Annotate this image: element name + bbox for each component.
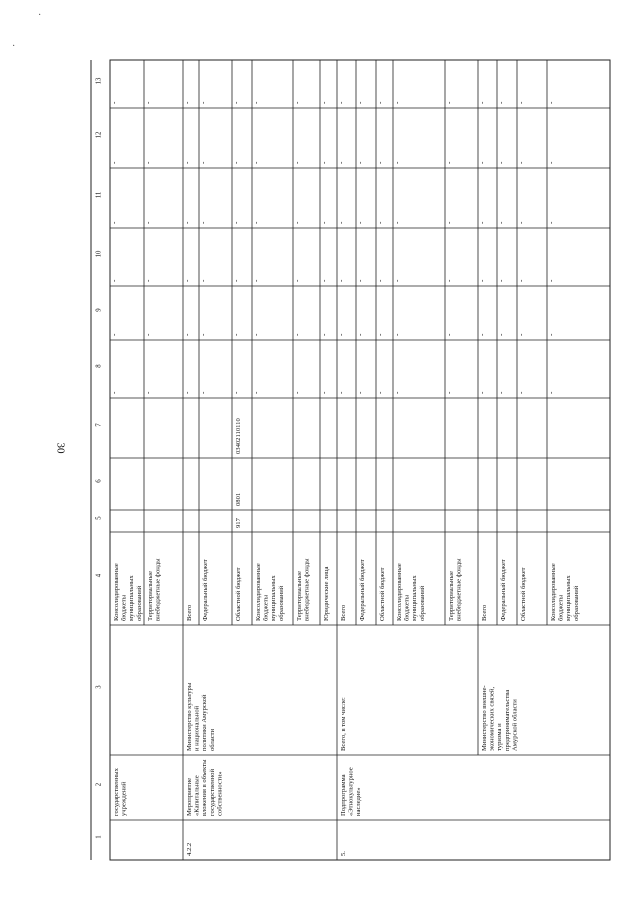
column-header-13: 13	[95, 77, 103, 85]
empty-value-dash: -	[252, 333, 260, 336]
empty-value-dash: -	[393, 333, 401, 336]
item-name: собственности»	[216, 771, 224, 816]
executor: предпринимательства	[503, 689, 511, 751]
funding-source: Территориальные	[448, 571, 455, 621]
empty-value-dash: -	[445, 221, 453, 224]
item-name: «Этнокультурное	[347, 767, 355, 816]
empty-value-dash: -	[356, 279, 364, 282]
scan-speck: ·	[12, 41, 16, 52]
funding-source: муниципальных	[411, 575, 419, 621]
empty-value-dash: -	[199, 161, 207, 164]
scan-speck: ·	[38, 10, 42, 21]
funding-source: Всего	[340, 604, 347, 621]
empty-value-dash: -	[393, 221, 401, 224]
empty-value-dash: -	[445, 161, 453, 164]
empty-value-dash: -	[376, 161, 384, 164]
page-number: 30	[54, 442, 67, 454]
empty-value-dash: -	[445, 279, 453, 282]
empty-value-dash: -	[393, 161, 401, 164]
funding-source: Юридические лица	[323, 566, 330, 621]
empty-value-dash: -	[497, 279, 505, 282]
empty-value-dash: -	[356, 333, 364, 336]
empty-value-dash: -	[517, 101, 525, 104]
empty-value-dash: -	[393, 101, 401, 104]
empty-value-dash: -	[232, 101, 240, 104]
funding-source: Федеральный бюджет	[500, 559, 507, 621]
empty-value-dash: -	[547, 221, 555, 224]
empty-value-dash: -	[337, 333, 345, 336]
empty-value-dash: -	[497, 101, 505, 104]
empty-value-dash: -	[144, 333, 152, 336]
empty-value-dash: -	[110, 101, 118, 104]
empty-value-dash: -	[232, 333, 240, 336]
empty-value-dash: -	[252, 161, 260, 164]
empty-value-dash: -	[252, 391, 260, 394]
empty-value-dash: -	[183, 279, 191, 282]
empty-value-dash: -	[110, 221, 118, 224]
empty-value-dash: -	[320, 279, 328, 282]
funding-source: муниципальных	[565, 575, 573, 621]
funding-source: муниципальных	[128, 575, 136, 621]
funding-source: Территориальные	[296, 571, 303, 621]
column-header-5: 5	[95, 516, 103, 520]
empty-value-dash: -	[337, 101, 345, 104]
item-name: Подпрограмма	[340, 774, 347, 816]
column-header-12: 12	[95, 131, 103, 139]
executor: экономических связей,	[488, 686, 496, 751]
empty-value-dash: -	[517, 391, 525, 394]
budget-code-c7: 03402110110	[235, 418, 242, 454]
empty-value-dash: -	[376, 101, 384, 104]
item-name: государственных	[113, 768, 120, 816]
empty-value-dash: -	[376, 391, 384, 394]
empty-value-dash: -	[320, 221, 328, 224]
funding-source: бюджеты	[262, 594, 270, 621]
empty-value-dash: -	[110, 279, 118, 282]
funding-source: Областной бюджет	[520, 567, 527, 621]
empty-value-dash: -	[293, 279, 301, 282]
empty-value-dash: -	[199, 333, 207, 336]
empty-value-dash: -	[199, 391, 207, 394]
column-header-10: 10	[95, 250, 103, 258]
empty-value-dash: -	[497, 333, 505, 336]
empty-value-dash: -	[293, 333, 301, 336]
empty-value-dash: -	[199, 221, 207, 224]
empty-value-dash: -	[547, 333, 555, 336]
funding-source: Консолидированные	[255, 563, 262, 621]
empty-value-dash: -	[252, 101, 260, 104]
empty-value-dash: -	[183, 101, 191, 104]
table-body	[91, 60, 610, 860]
empty-value-dash: -	[478, 333, 486, 336]
empty-value-dash: -	[144, 221, 152, 224]
empty-value-dash: -	[252, 279, 260, 282]
empty-value-dash: -	[547, 391, 555, 394]
column-header-6: 6	[95, 479, 103, 483]
empty-value-dash: -	[376, 333, 384, 336]
item-name: наследие»	[355, 787, 363, 816]
empty-value-dash: -	[497, 391, 505, 394]
empty-value-dash: -	[110, 391, 118, 394]
funding-source: образований	[277, 585, 285, 621]
empty-value-dash: -	[337, 161, 345, 164]
empty-value-dash: -	[478, 279, 486, 282]
empty-value-dash: -	[337, 279, 345, 282]
funding-source: внебюджетные фонды	[303, 558, 311, 621]
column-header-2: 2	[95, 782, 103, 787]
item-name: учреждений	[120, 781, 128, 816]
empty-value-dash: -	[293, 221, 301, 224]
funding-source: Федеральный бюджет	[202, 559, 209, 621]
empty-value-dash: -	[183, 391, 191, 394]
empty-value-dash: -	[293, 391, 301, 394]
empty-value-dash: -	[110, 333, 118, 336]
empty-value-dash: -	[252, 221, 260, 224]
column-header-4: 4	[95, 573, 103, 578]
empty-value-dash: -	[232, 161, 240, 164]
funding-source: Областной бюджет	[379, 567, 386, 621]
funding-source: муниципальных	[270, 575, 278, 621]
empty-value-dash: -	[293, 101, 301, 104]
empty-value-dash: -	[144, 101, 152, 104]
budget-code-c6: 0801	[235, 492, 242, 506]
empty-value-dash: -	[547, 101, 555, 104]
empty-value-dash: -	[320, 161, 328, 164]
empty-value-dash: -	[232, 221, 240, 224]
empty-value-dash: -	[478, 391, 486, 394]
funding-source: образований	[135, 585, 143, 621]
funding-source: бюджеты	[403, 594, 411, 621]
empty-value-dash: -	[356, 101, 364, 104]
empty-value-dash: -	[199, 101, 207, 104]
funding-source: Всего	[186, 604, 193, 621]
empty-value-dash: -	[517, 279, 525, 282]
empty-value-dash: -	[183, 221, 191, 224]
item-name: «Капитальные	[193, 775, 201, 816]
empty-value-dash: -	[517, 221, 525, 224]
empty-value-dash: -	[517, 161, 525, 164]
empty-value-dash: -	[144, 391, 152, 394]
item-name: Мероприятие	[186, 777, 193, 816]
empty-value-dash: -	[478, 161, 486, 164]
empty-value-dash: -	[320, 333, 328, 336]
empty-value-dash: -	[320, 391, 328, 394]
column-header-3: 3	[95, 685, 103, 689]
funding-source: Территориальные	[147, 571, 154, 621]
empty-value-dash: -	[445, 101, 453, 104]
column-header-11: 11	[95, 191, 103, 199]
empty-value-dash: -	[497, 161, 505, 164]
funding-source: образований	[418, 585, 426, 621]
empty-value-dash: -	[478, 221, 486, 224]
empty-value-dash: -	[144, 279, 152, 282]
empty-value-dash: -	[393, 279, 401, 282]
empty-value-dash: -	[376, 221, 384, 224]
empty-value-dash: -	[337, 391, 345, 394]
empty-value-dash: -	[232, 391, 240, 394]
empty-value-dash: -	[337, 221, 345, 224]
column-header-9: 9	[95, 308, 103, 312]
funding-source: Консолидированные	[550, 563, 557, 621]
item-name: государственной	[208, 769, 216, 816]
empty-value-dash: -	[497, 221, 505, 224]
funding-source: внебюджетные фонды	[455, 558, 463, 621]
empty-value-dash: -	[199, 279, 207, 282]
funding-source: бюджеты	[557, 594, 565, 621]
column-header-1: 1	[95, 835, 103, 839]
executor: туризма и	[496, 723, 504, 751]
empty-value-dash: -	[356, 161, 364, 164]
funding-source: образований	[572, 585, 580, 621]
empty-value-dash: -	[356, 391, 364, 394]
executor: Министерство культуры	[186, 682, 193, 751]
funding-source: Областной бюджет	[235, 567, 242, 621]
funding-source: Консолидированные	[113, 563, 120, 621]
column-header-8: 8	[95, 364, 103, 368]
empty-value-dash: -	[110, 161, 118, 164]
empty-value-dash: -	[320, 101, 328, 104]
empty-value-dash: -	[478, 101, 486, 104]
empty-value-dash: -	[293, 161, 301, 164]
executor: Амурской области	[511, 699, 519, 751]
empty-value-dash: -	[356, 221, 364, 224]
executor: области	[208, 728, 216, 751]
executor: и национальной	[193, 705, 201, 751]
empty-value-dash: -	[517, 333, 525, 336]
item-name: вложения в объекты	[201, 759, 209, 816]
empty-value-dash: -	[445, 333, 453, 336]
executor: политики Амурской	[201, 694, 209, 751]
funding-source: Всего	[481, 604, 488, 621]
empty-value-dash: -	[183, 333, 191, 336]
empty-value-dash: -	[183, 161, 191, 164]
item-number: 4.2.2	[186, 842, 193, 856]
empty-value-dash: -	[393, 391, 401, 394]
empty-value-dash: -	[547, 161, 555, 164]
empty-value-dash: -	[445, 391, 453, 394]
empty-value-dash: -	[376, 279, 384, 282]
empty-value-dash: -	[232, 279, 240, 282]
executor: Всего, в том числе:	[340, 697, 347, 751]
executor: Министерство внешне-	[481, 685, 488, 751]
funding-source: внебюджетные фонды	[154, 558, 162, 621]
funding-source: бюджеты	[120, 594, 128, 621]
funding-source: Консолидированные	[396, 563, 403, 621]
empty-value-dash: -	[547, 279, 555, 282]
budget-code-c5: 917	[235, 518, 242, 528]
column-header-7: 7	[95, 423, 103, 427]
empty-value-dash: -	[144, 161, 152, 164]
item-number: 5.	[340, 851, 347, 856]
funding-source: Федеральный бюджет	[359, 559, 366, 621]
